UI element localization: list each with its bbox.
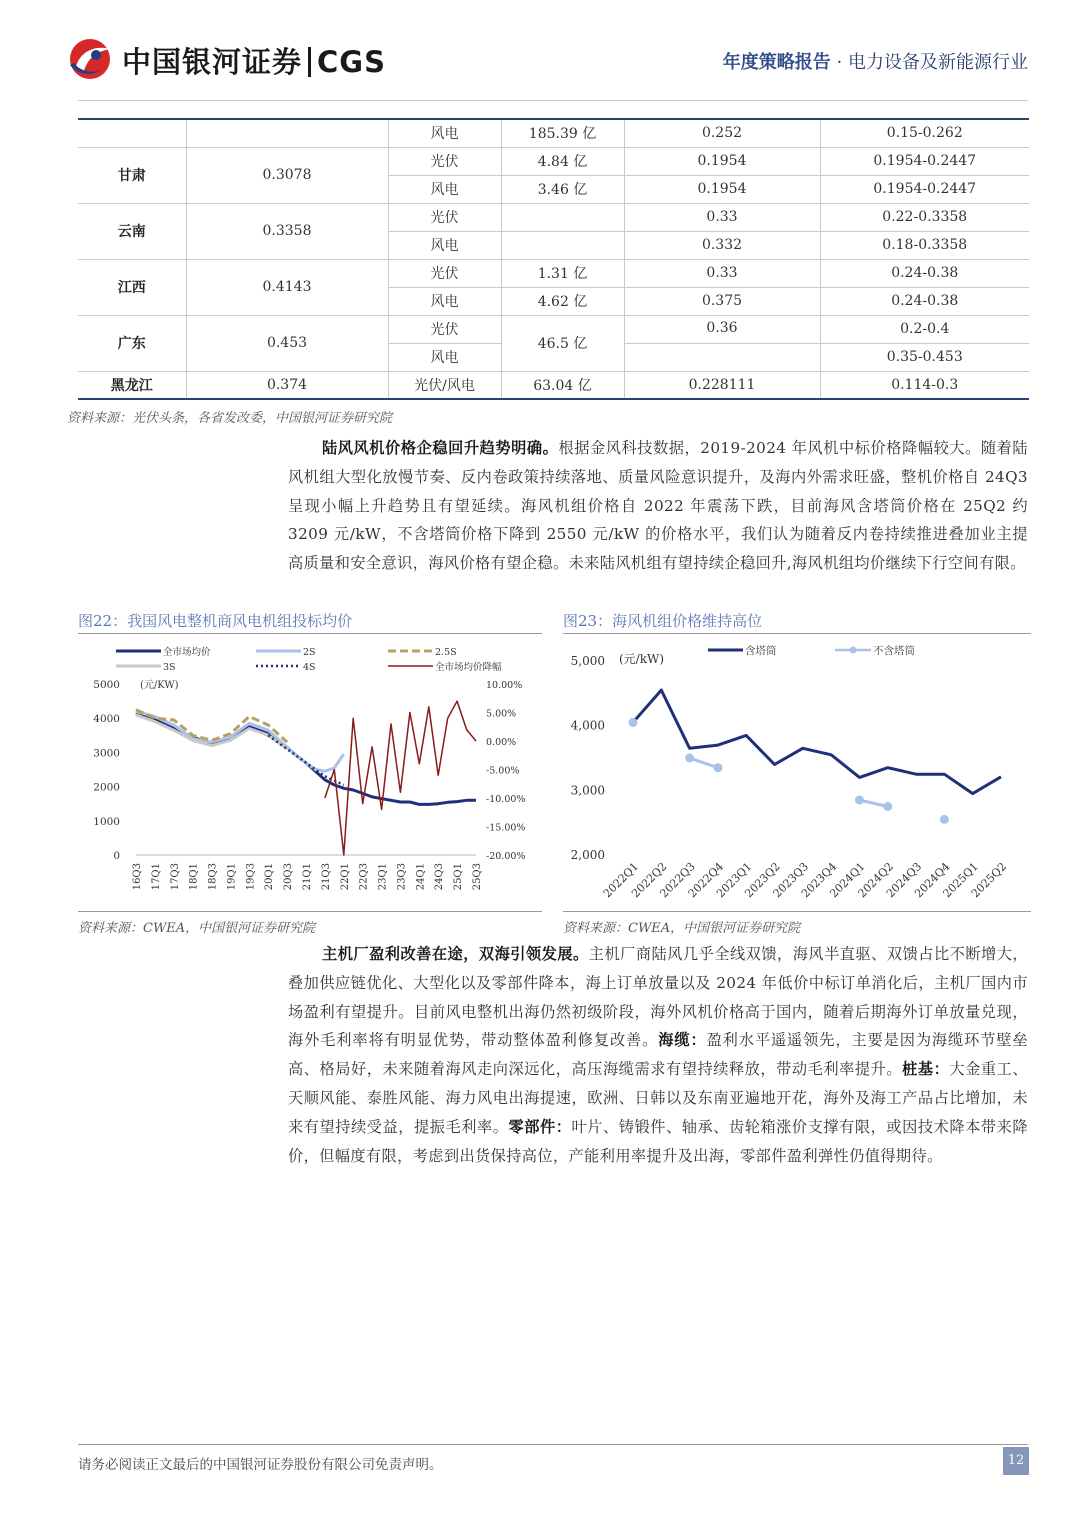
table-row: 广东 0.453 光伏 46.5 亿 0.36 0.2-0.4: [78, 315, 1029, 343]
fig23-top-rule: [563, 633, 1031, 634]
fig23-x-tick: 2022Q3: [657, 859, 698, 901]
fig22-x-tick: 20Q1: [264, 863, 276, 891]
fig22-x-tick: 19Q1: [226, 863, 238, 891]
fig23-x-tick: 2022Q4: [685, 859, 727, 901]
fig22-chart: [78, 636, 542, 908]
fig22-y-right-tick: 0.00%: [486, 737, 517, 748]
fig22-y-right-tick: -10.00%: [486, 794, 526, 805]
table-row: 云南 0.3358 光伏 0.33 0.22-0.3358: [78, 203, 1029, 231]
fig22-legend-label: 3S: [163, 662, 176, 673]
fig22-y-left-tick: 0: [113, 850, 120, 862]
fig22-y-right-tick: 10.00%: [486, 680, 523, 691]
fig23-x-tick: 2024Q3: [883, 859, 925, 901]
fig22-x-tick: 22Q1: [339, 863, 351, 891]
fig23-x-tick: 2023Q2: [742, 859, 783, 901]
fig23-series-without-tower-point: [855, 796, 864, 805]
fig23-x-tick: 2024Q1: [827, 859, 868, 901]
fig23-y-tick: 3,000: [570, 783, 605, 798]
fig22-y-right-tick: -5.00%: [486, 765, 520, 777]
table-row: 风电 0.35-0.453: [78, 343, 1029, 371]
fig22-series-line: [136, 710, 287, 742]
fig22-unit: (元/KW): [140, 680, 179, 691]
table-row: 风电 4.62 亿 0.375 0.24-0.38: [78, 287, 1029, 315]
fig22-x-tick: 17Q1: [150, 863, 162, 891]
fig23-series-without-tower-point: [629, 718, 638, 727]
fig23-x-tick: 2023Q1: [714, 859, 755, 901]
fig22-legend-label: 全市场均价降幅: [435, 662, 502, 673]
fig22-source: 资料来源：CWEA，中国银河证券研究院: [78, 921, 316, 936]
fig23-source: 资料来源：CWEA，中国银河证券研究院: [563, 921, 801, 936]
fig22-y-left-tick: 5000: [93, 679, 120, 691]
fig23-x-tick: 2024Q4: [912, 859, 953, 901]
fig22-x-tick: 21Q3: [320, 863, 332, 891]
fig23-unit: (元/kW): [619, 652, 665, 666]
fig22-legend-label: 4S: [303, 662, 316, 673]
footer-divider: [78, 1444, 1028, 1445]
fig23-y-tick: 4,000: [570, 718, 605, 733]
fig23-y-tick: 2,000: [570, 848, 605, 862]
fig22-x-tick: 21Q1: [302, 863, 313, 891]
fig22-x-tick: 16Q3: [132, 863, 143, 891]
fig22-x-tick: 23Q3: [396, 863, 408, 891]
fig22-x-tick: 25Q3: [472, 863, 483, 891]
fig23-x-tick: 2022Q2: [629, 859, 670, 901]
fig23-legend-label: 不含塔筒: [873, 645, 915, 657]
page-header: [0, 0, 1080, 108]
fig23-chart: [563, 636, 1031, 908]
fig22-y-left-tick: 2000: [93, 781, 120, 794]
fig22-x-tick: 17Q3: [169, 863, 181, 891]
fig22-legend-label: 2S: [303, 647, 316, 658]
fig23-y-tick: 5,000: [570, 654, 605, 668]
header-divider: [78, 100, 1028, 101]
page-number: 12: [1003, 1447, 1029, 1475]
fig22-x-tick: 24Q3: [434, 863, 446, 891]
fig23-series-with-tower: [633, 690, 1001, 794]
fig23-series-without-tower-point: [685, 754, 694, 763]
fig23-legend-marker: [850, 647, 857, 654]
fig22-x-tick: 18Q3: [207, 863, 219, 891]
fig22-top-rule: [78, 633, 542, 634]
fig23-x-tick: 2024Q2: [855, 859, 896, 901]
fig22-x-tick: 19Q3: [245, 863, 257, 891]
fig22-series-line: [136, 711, 344, 771]
fig22-y-right-tick: -20.00%: [486, 851, 526, 862]
table-row: 风电 0.332 0.18-0.3358: [78, 231, 1029, 259]
fig22-x-tick: 18Q1: [188, 863, 200, 891]
paragraph-oem-profit: 主机厂盈利改善在途，双海引领发展。主机厂商陆风几乎全线双馈，海风半直驱、双馈占比不断增大，叠加供应链优化、大型化以及零部件降本，海上订单放量以及 2024 年低价中标订单消化后，主机厂国内市场盈利有望提升。目前风电整机出海仍然初级阶段，海外风机价格高于国内，随着后期海外订单放量兑现，海外毛利率将有明显优势，带动整体盈利修复改善。海缆：盈利水平遥遥领先，主要是因为海缆环节壁垒高、格局好，未来随着海风走向深远化，高压海缆需求有望持续释放，带动毛利率提升。桩基：大金重工、天顺风能、泰胜风能、海力风电出海提速，欧洲、日韩以及东南亚遍地开花，海外及海工产品占比增加，未来有望持续受益，提振毛利率。零部件：叶片、铸锻件、轴承、齿轮箱涨价支撑有限，或因技术降本带来降价，但幅度有限，考虑到出货保持高位，产能利用率提升及出海，零部件盈利弹性仍值得期待。: [288, 945, 1029, 1165]
table-row: 黑龙江 0.374 光伏/风电 63.04 亿 0.228111 0.114-0.3: [78, 371, 1029, 399]
fig22-y-left-tick: 3000: [93, 747, 120, 760]
report-header-title: 年度策略报告 · 电力设备及新能源行业: [722, 52, 1028, 73]
table-row: 江西 0.4143 光伏 1.31 亿 0.33 0.24-0.38: [78, 259, 1029, 287]
fig23-series-without-tower-point: [940, 815, 949, 824]
fig22-series-line: [325, 701, 476, 855]
fig23-x-tick: 2023Q4: [798, 859, 840, 901]
fig23-x-tick: 2025Q2: [968, 859, 1010, 901]
fig22-x-tick: 20Q3: [283, 863, 295, 891]
table-row: 风电 185.39 亿 0.252 0.15-0.262: [78, 119, 1029, 147]
fig22-x-tick: 22Q3: [358, 863, 370, 891]
table-row: 风电 3.46 亿 0.1954 0.1954-0.2447: [78, 175, 1029, 203]
fig23-series-without-tower-point: [713, 763, 722, 772]
fig22-y-left-tick: 4000: [93, 713, 120, 726]
fig22-x-tick: 24Q1: [415, 863, 427, 891]
fig23-x-tick: 2023Q3: [770, 859, 811, 901]
fig22-y-left-tick: 1000: [93, 815, 120, 828]
table-source: 资料来源：光伏头条，各省发改委，中国银河证券研究院: [67, 411, 393, 426]
fig23-bottom-rule: [563, 911, 1031, 912]
fig23-x-tick: 2022Q1: [600, 859, 642, 901]
fig22-y-right-tick: 5.00%: [486, 708, 517, 720]
fig23-title: 图23：海风机组价格维持高位: [563, 612, 763, 630]
paragraph-onshore-price: 陆风风机价格企稳回升趋势明确。根据金风科技数据，2019-2024 年风机中标价格降幅较大。随着陆风机组大型化放慢节奏、反内卷政策持续落地、质量风险意识提升，及海内外需求旺盛，整机价格自 24Q3 呈现小幅上升趋势且有望延续。海风机组价格自 2022 年震荡下跌，目前海风含塔筒价格在 25Q2 约 3209 元/kW，不含塔筒价格下降到 2550 元/kW 的价格水平，我们认为随着反内卷持续推进叠加业主提高质量和安全意识，海风价格有望企稳。未来陆风机组有望持续企稳回升,海风机组均价继续下行空间有限。: [288, 439, 1028, 573]
brand-name: 中国银河证券 CGS: [122, 45, 386, 79]
fig22-legend-label: 2.5S: [435, 647, 457, 658]
cgs-logo-icon: [66, 37, 114, 81]
fig22-x-tick: 23Q1: [377, 863, 389, 891]
fig23-x-tick: 2025Q1: [940, 859, 981, 901]
fig22-legend-label: 全市场均价: [163, 647, 211, 658]
table-row: 甘肃 0.3078 光伏 4.84 亿 0.1954 0.1954-0.2447: [78, 147, 1029, 175]
fig22-y-right-tick: -15.00%: [486, 822, 526, 834]
fig22-x-tick: 25Q1: [453, 863, 465, 891]
price-table: [78, 118, 1029, 400]
fig23-legend-label: 含塔筒: [745, 645, 777, 657]
footer-disclaimer: 请务必阅读正文最后的中国银河证券股份有限公司免责声明。: [78, 1457, 443, 1473]
fig22-bottom-rule: [78, 911, 542, 912]
fig22-title: 图22：我国风电整机商风电机组投标均价: [78, 612, 353, 630]
fig23-series-without-tower-point: [883, 802, 892, 811]
